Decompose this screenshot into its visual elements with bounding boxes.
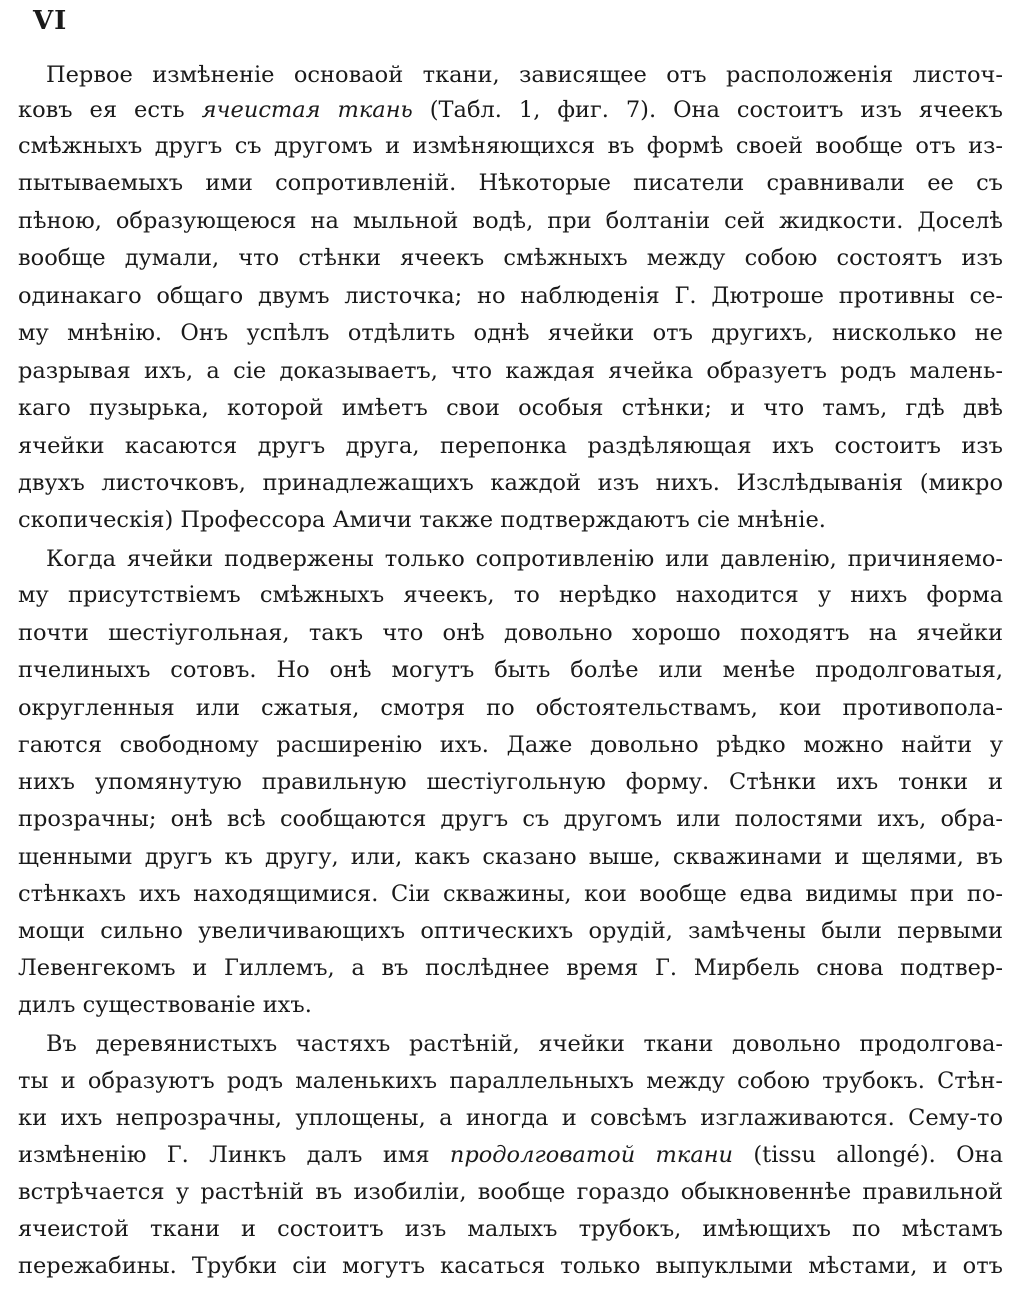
text-line: округленныя или сжатыя, смотря по обстоятельствамъ, кои противополa- <box>18 695 1003 721</box>
text-line: щенными другъ къ другу, или, какъ сказано выше, скважинами и щелями, въ <box>18 844 1003 870</box>
term-italic: ячеистая ткань <box>201 97 413 123</box>
text-line: ячеистой ткани и состоитъ изъ малыхъ трубокъ, имѣющихъ по мѣстамъ <box>18 1216 1003 1242</box>
text-line: измѣненію Г. Линкъ далъ имя продолговатой ткани (tissu allongé). Она <box>18 1142 1003 1168</box>
text-line: му присутствіемъ смѣжныхъ ячеекъ, то нерѣдко находится у нихъ форма <box>18 582 1003 608</box>
term-italic: продолговатой ткани <box>449 1142 734 1168</box>
text-line: стѣнкахъ ихъ находящимися. Сіи скважины, кои вообще едва видимы при по- <box>18 881 1003 907</box>
text-line: встрѣчается у растѣній въ изобиліи, вообще гораздо обыкновеннѣе правильной <box>18 1179 1003 1205</box>
text-line: скопическія) Профессора Амичи также подтверждаютъ сіе мнѣніе. <box>18 507 826 533</box>
text-line: двухъ листочковъ, принадлежащихъ каждой изъ нихъ. Изслѣдыванія (микро <box>18 470 1003 496</box>
text-line: ковъ ея есть ячеистая ткань (Табл. 1, фиг. 7). Она состоитъ изъ ячеекъ <box>18 97 1003 123</box>
text-line: каго пузырька, которой имѣетъ свои особыя стѣнки; и что тамъ, гдѣ двѣ <box>18 395 1003 421</box>
text-line: смѣжныхъ другъ съ другомъ и измѣняющихся въ формѣ своей вообще отъ из- <box>18 133 1003 159</box>
text-line: мощи сильно увеличивающихъ оптическихъ орудій, замѣчены были первыми <box>18 918 1003 944</box>
text-line: ячейки касаются другъ друга, перепонка раздѣляющая ихъ состоитъ изъ <box>18 433 1003 459</box>
text-line: разрывая ихъ, а сіе доказываетъ, что каждая ячейка образуетъ родъ малень- <box>18 358 1003 384</box>
text-line: пережабины. Трубки сіи могутъ касаться только выпуклыми мѣстами, и отъ <box>18 1253 1003 1279</box>
text-line: Когда ячейки подвержены только сопротивленію или давленію, причиняемо- <box>46 546 1003 572</box>
text-line: почти шестіугольная, такъ что онѣ довольно хорошо походятъ на ячейки <box>18 620 1003 646</box>
page-number: VI <box>33 6 68 36</box>
text-line: му мнѣнію. Онъ успѣлъ отдѣлить однѣ ячейки отъ другихъ, нисколько не <box>18 320 1003 346</box>
text-line: ки ихъ непрозрачны, уплощены, а иногда и совсѣмъ изглаживаются. Сему-то <box>18 1105 1003 1131</box>
text-line: дилъ существованіе ихъ. <box>18 992 312 1018</box>
text-line: гаются свободному расширенію ихъ. Даже довольно рѣдко можно найти у <box>18 732 1003 758</box>
text-line: нихъ упомянутую правильную шестіугольную форму. Стѣнки ихъ тонки и <box>18 769 1003 795</box>
text-line: Въ деревянистыхъ частяхъ растѣній, ячейки ткани довольно продолгова- <box>46 1031 1003 1057</box>
text-line: ты и образуютъ родъ маленькихъ параллельныхъ между собою трубокъ. Стѣн- <box>18 1068 1003 1094</box>
text-line: Первое измѣненіе основаой ткани, зависящее отъ расположенія листоч- <box>46 62 1003 88</box>
text-line: одинакаго общаго двумъ листочка; но наблюденія Г. Дютроше противны се- <box>18 283 1003 309</box>
text-line: вообще думали, что стѣнки ячеекъ смѣжныхъ между собою состоятъ изъ <box>18 245 1003 271</box>
text-line: Левенгекомъ и Гиллемъ, а въ послѣднее время Г. Мирбель снова подтвер- <box>18 955 1003 981</box>
text-line: пѣною, образующеюся на мыльной водѣ, при болтаніи сей жидкости. Доселѣ <box>18 208 1003 234</box>
text-line: прозрачны; онѣ всѣ сообщаются другъ съ другомъ или полостями ихъ, обра- <box>18 806 1003 832</box>
text-line: пчелиныхъ сотовъ. Но онѣ могутъ быть болѣе или менѣе продолговатыя, <box>18 657 1003 683</box>
text-line: пытываемыхъ ими сопротивленій. Нѣкоторые писатели сравнивали ее съ <box>18 170 1003 196</box>
